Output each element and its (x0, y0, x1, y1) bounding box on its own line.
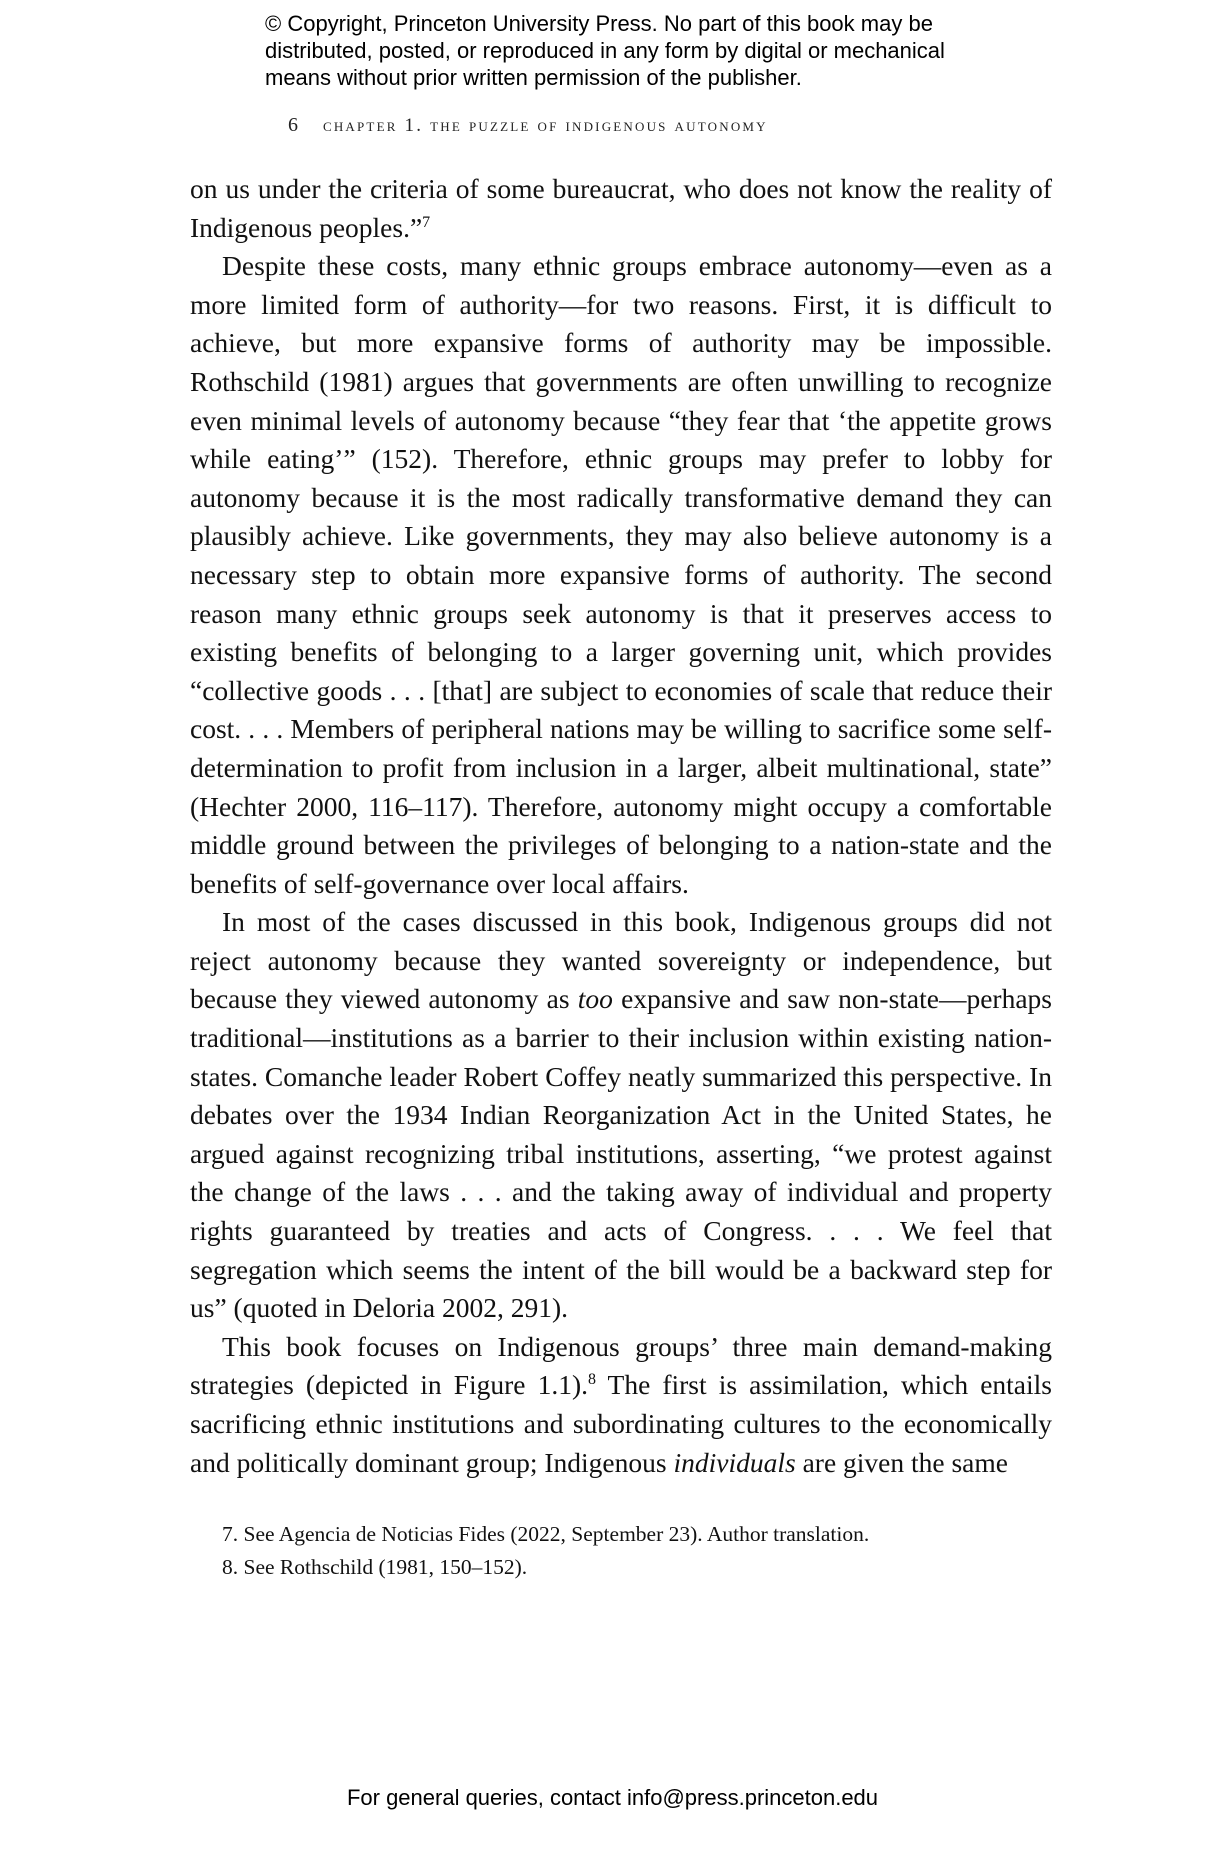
running-head (288, 114, 1048, 137)
footnote-ref: 7 (422, 213, 431, 231)
paragraph-text: expansive and saw non-state—perhaps traditional—institutions as a barrier to their inclusion within existing nation-states. Comanche leader Robert Coffey neatly summarized this perspective. In debates over the 1934 Indian Reorganization Act in the United States, he argued against recognizing tribal institutions, asserting, “we protest against the change of the laws . . . and the taking away of individual and property rights guaranteed by treaties and acts of Congress. . . . We feel that segregation which seems the intent of the bill would be a backward step for us” (quoted in Deloria 2002, 291). (190, 983, 1052, 1324)
copyright-notice (265, 10, 1025, 91)
paragraph-text: on us under the criteria of some bureaucrat, who does not know the reality of Indigenous peoples.” (190, 173, 1052, 243)
copyright-line: means without prior written permission of the publisher. (265, 65, 802, 90)
paragraph-text: This book focuses on Indigenous groups’ three main demand-making strategies (depicted in Figure 1.1). (190, 1330, 1052, 1401)
paragraph (190, 247, 1052, 903)
footnote-ref: 8 (587, 1371, 596, 1389)
footnote: 8. See Rothschild (1981, 150–152). (222, 1555, 528, 1579)
footer-contact: For general queries, contact info@press.princeton.edu (346, 1785, 879, 1810)
copyright-line: © Copyright, Princeton University Press. No part of this book may be (265, 11, 933, 36)
copyright-line: distributed, posted, or reproduced in any form by digital or mechanical (265, 38, 945, 63)
footnote: 7. See Agencia de Noticias Fides (2022, September 23). Author translation. (222, 1522, 870, 1546)
paragraph-text: Despite these costs, many ethnic groups embrace autonomy—even as a more limited form of authority—for two reasons. First, it is difficult to achieve, but more expansive forms of authority may be impossible. Rothschild (1981) argues that governments are often unwilling to recognize even minimal levels of autonomy because “they fear that ‘the appetite grows while eating’” (152). Therefore, ethnic groups may prefer to lobby for autonomy because it is the most radically transformative demand they can plausibly achieve. Like governments, they may also believe autonomy is a necessary step to obtain more expansive forms of authority. The second reason many ethnic groups seek autonomy is that it preserves access to existing benefits of belonging to a larger governing unit, which provides “collective goods . . . [that] are subject to economies of scale that reduce their cost. . . . Members of peripheral nations may be willing to sacrifice some self-determination to profit from inclusion in a larger, albeit multinational, state” (Hechter 2000, 116–117). Therefore, autonomy might occupy a comfortable middle ground between the privileges of belonging to a nation-state and the benefits of self-governance over local affairs. (190, 250, 1052, 899)
chapter-title: chapter 1. the puzzle of indigenous autonomy (322, 115, 768, 136)
paragraph (190, 903, 1052, 1328)
emphasis: individuals (673, 1446, 796, 1478)
paragraph-text: The first is assimilation, which entails sacrificing ethnic institutions and subordinating cultures to the economically and politically dominant group; Indigenous (190, 1369, 1052, 1478)
paragraph-text: are given the same (795, 1446, 1008, 1478)
page-number: 6 (288, 114, 298, 136)
footnotes (222, 1518, 1052, 1584)
paragraph-text: In most of the cases discussed in this book, Indigenous groups did not reject autonomy because they wanted sovereignty or independence, but because they viewed autonomy as (190, 906, 1052, 1015)
emphasis: too (577, 983, 613, 1015)
body-text (190, 170, 1052, 1482)
paragraph (190, 1328, 1052, 1482)
paragraph (190, 170, 1052, 247)
